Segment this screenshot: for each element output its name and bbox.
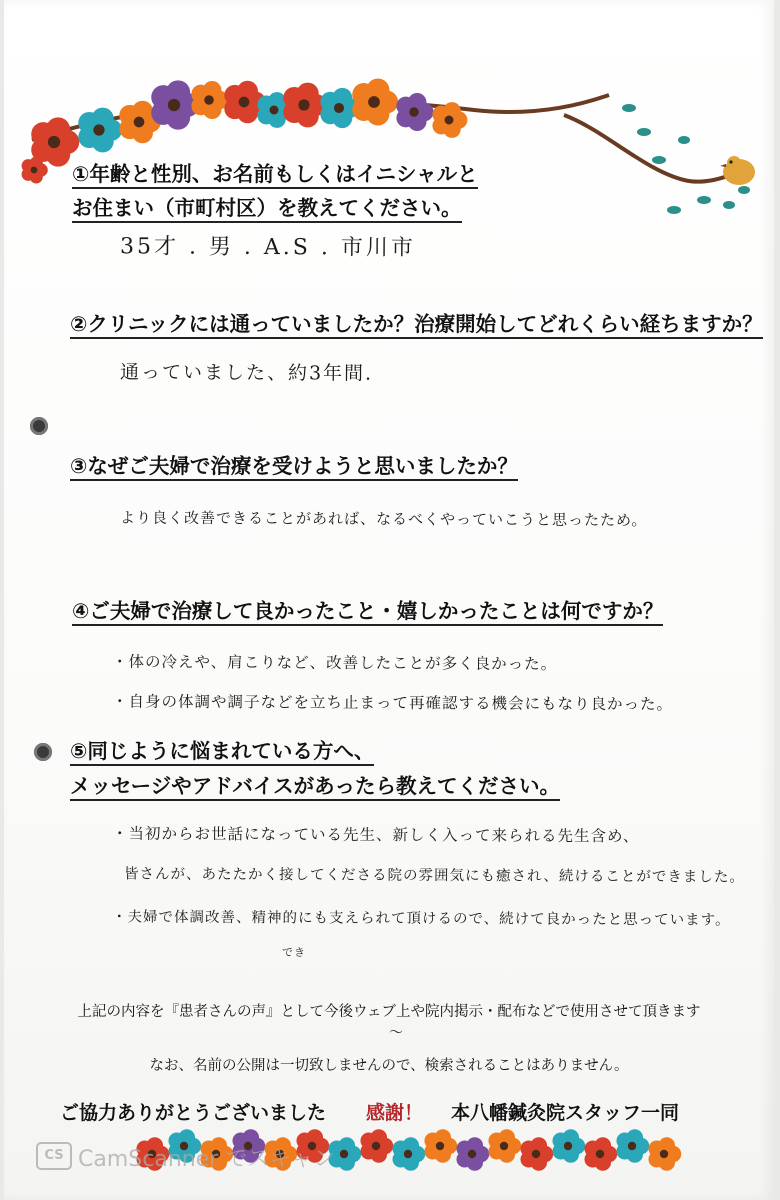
flower-icon xyxy=(424,1129,457,1163)
usage-notice: 上記の内容を『患者さんの声』として今後ウェブ上や院内掲示・配布などで使用させて頂きます xyxy=(77,1004,701,1020)
answer-1: 35才 . 男 . A.S . 市川市 xyxy=(119,234,416,261)
question-1-line1: ①年齢と性別、お名前もしくはイニシャルと xyxy=(72,162,478,189)
answer-5-line3: ・夫婦で体調改善、精神的にも支えられて頂けるので、続けて良かったと思っています。 xyxy=(111,909,731,929)
answer-4-line2: ・自身の体調や調子などを立ち止まって再確認する機会にもなり良かった。 xyxy=(111,692,674,714)
flower-icon xyxy=(488,1129,521,1163)
answer-2: 通っていました、約3年間. xyxy=(119,361,374,385)
question-1 xyxy=(72,160,478,222)
flower-icon xyxy=(396,93,433,131)
camscanner-logo: CS xyxy=(36,1142,72,1170)
binder-hole-1 xyxy=(30,417,48,435)
answer-4-line1: ・体の冷えや、肩こりなど、改善したことが多く良かった。 xyxy=(111,652,558,674)
flower-icon xyxy=(78,108,122,153)
binder-hole-2 xyxy=(34,743,52,761)
question-2-line1: ②クリニックには通っていましたか？治療開始してどれくらい経ちますか？ xyxy=(70,312,763,339)
question-1-line2: お住まい（市町村区）を教えてください。 xyxy=(72,196,462,223)
camscanner-watermark: CamScanner でスキャン xyxy=(78,1147,336,1172)
bird-icon xyxy=(720,156,755,185)
question-5-line1: ⑤同じように悩まれている方へ、 xyxy=(70,739,374,766)
question-4-line1: ④ご夫婦で治療して良かったこと・嬉しかったことは何ですか？ xyxy=(72,599,663,626)
flower-icon xyxy=(283,83,327,128)
question-2 xyxy=(70,310,763,338)
flower-icon xyxy=(584,1137,617,1171)
question-5 xyxy=(70,737,560,800)
privacy-notice: なお、名前の公開は一切致しませんので、検索されることはありません。 xyxy=(149,1058,629,1074)
flower-icon xyxy=(360,1129,393,1163)
clinic-signature: 本八幡鍼灸院スタッフ一同 xyxy=(451,1102,680,1124)
thanks-text: ご協力ありがとうございました xyxy=(60,1102,327,1124)
flower-icon xyxy=(520,1137,553,1171)
answer-5-line1: ・当初からお世話になっている先生、新しく入って来られる先生含め、 xyxy=(111,824,640,846)
document-page xyxy=(4,0,774,1200)
flower-icon xyxy=(456,1137,489,1171)
flower-icon xyxy=(552,1129,585,1163)
answer-3: より良く改善できることがあれば、なるべくやっていこうと思ったため。 xyxy=(119,508,648,530)
flower-icon xyxy=(648,1137,681,1171)
question-3-line1: ③なぜご夫婦で治療を受けようと思いましたか？ xyxy=(70,454,518,481)
flower-icon xyxy=(191,81,228,119)
question-4 xyxy=(72,597,663,625)
flower-icon xyxy=(616,1129,649,1163)
kansha-text: 感謝！ xyxy=(366,1102,424,1124)
answer-5-insertion: でき xyxy=(281,945,307,960)
question-3 xyxy=(70,452,518,480)
question-5-line2: メッセージやアドバイスがあったら教えてください。 xyxy=(70,774,560,801)
flower-icon xyxy=(352,78,398,125)
answer-5-line2: 皆さんが、あたたかく接してくださる院の雰囲気にも癒され、続けることができました。 xyxy=(123,866,745,886)
flower-icon xyxy=(392,1137,425,1171)
tilde-mark: 〜 xyxy=(389,1025,403,1041)
